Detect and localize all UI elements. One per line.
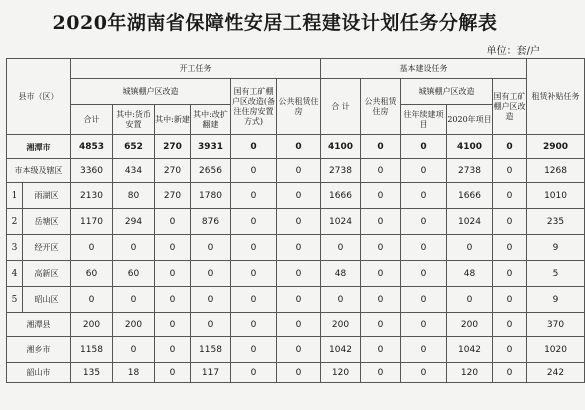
value-cell: 0: [231, 235, 277, 261]
value-cell: 0: [493, 337, 527, 363]
value-cell: 1158: [191, 337, 231, 363]
value-cell: 0: [191, 261, 231, 287]
value-cell: 200: [447, 313, 493, 337]
value-cell: 0: [277, 209, 321, 235]
value-cell: 242: [527, 363, 585, 383]
value-cell: 0: [401, 313, 447, 337]
value-cell: 0: [277, 183, 321, 209]
table-row: [7, 209, 585, 235]
region-name: 雨湖区: [23, 183, 71, 209]
value-cell: 2900: [527, 135, 585, 159]
value-cell: 0: [361, 363, 401, 383]
value-cell: 0: [277, 159, 321, 183]
value-cell: 0: [277, 363, 321, 383]
value-cell: 270: [155, 183, 191, 209]
header-region: 县市（区）: [7, 59, 71, 135]
value-cell: 0: [361, 287, 401, 313]
table-row: [7, 235, 585, 261]
value-cell: 9: [527, 287, 585, 313]
region-name: 市本级及辖区: [7, 159, 71, 183]
table-row: [7, 135, 585, 159]
header-basic-mine: 国有工矿棚户区改造: [493, 79, 527, 135]
value-cell: 0: [231, 313, 277, 337]
value-cell: 0: [321, 235, 361, 261]
value-cell: 3360: [71, 159, 113, 183]
header-basic: 基本建设任务: [321, 59, 527, 79]
value-cell: 0: [113, 287, 155, 313]
value-cell: 0: [361, 235, 401, 261]
value-cell: 135: [71, 363, 113, 383]
value-cell: 1020: [527, 337, 585, 363]
value-cell: 200: [321, 313, 361, 337]
value-cell: 0: [401, 135, 447, 159]
value-cell: 0: [401, 235, 447, 261]
value-cell: 0: [231, 287, 277, 313]
row-index: 3: [7, 235, 23, 261]
header-start: 开工任务: [71, 59, 321, 79]
header-new-build: 其中:新建: [155, 105, 191, 135]
region-name: 昭山区: [23, 287, 71, 313]
value-cell: 0: [231, 261, 277, 287]
region-name: 湘潭市: [7, 135, 71, 159]
value-cell: 0: [493, 363, 527, 383]
value-cell: 235: [527, 209, 585, 235]
value-cell: 270: [155, 159, 191, 183]
value-cell: 0: [361, 183, 401, 209]
value-cell: 0: [493, 313, 527, 337]
value-cell: 0: [493, 209, 527, 235]
value-cell: 0: [447, 287, 493, 313]
value-cell: 2656: [191, 159, 231, 183]
value-cell: 2738: [321, 159, 361, 183]
value-cell: 1158: [71, 337, 113, 363]
row-index: 4: [7, 261, 23, 287]
value-cell: 0: [155, 209, 191, 235]
value-cell: 9: [527, 235, 585, 261]
table-body: [7, 135, 585, 383]
value-cell: 0: [361, 135, 401, 159]
header-total: 合计: [71, 105, 113, 135]
header-basic-public: 公共租赁住房: [361, 79, 401, 135]
value-cell: 434: [113, 159, 155, 183]
value-cell: 0: [155, 235, 191, 261]
value-cell: 876: [191, 209, 231, 235]
value-cell: 0: [191, 287, 231, 313]
value-cell: 48: [447, 261, 493, 287]
value-cell: 0: [493, 235, 527, 261]
value-cell: 4853: [71, 135, 113, 159]
value-cell: 0: [447, 235, 493, 261]
value-cell: 0: [277, 287, 321, 313]
value-cell: 0: [71, 235, 113, 261]
value-cell: 0: [113, 337, 155, 363]
value-cell: 0: [231, 135, 277, 159]
value-cell: 3931: [191, 135, 231, 159]
value-cell: 4100: [321, 135, 361, 159]
value-cell: 0: [493, 287, 527, 313]
table-row: [7, 287, 585, 313]
value-cell: 0: [361, 261, 401, 287]
value-cell: 0: [277, 313, 321, 337]
value-cell: 120: [447, 363, 493, 383]
value-cell: 0: [231, 183, 277, 209]
value-cell: 0: [231, 209, 277, 235]
value-cell: 0: [493, 261, 527, 287]
value-cell: 0: [401, 363, 447, 383]
header-subsidy: 租赁补贴任务: [527, 59, 585, 135]
value-cell: 0: [155, 261, 191, 287]
value-cell: 0: [231, 363, 277, 383]
value-cell: 0: [277, 235, 321, 261]
header-basic-2020: 2020年项目: [447, 105, 493, 135]
task-table: [6, 58, 585, 383]
value-cell: 294: [113, 209, 155, 235]
value-cell: 200: [71, 313, 113, 337]
header-currency: 其中:货币安置: [113, 105, 155, 135]
table-row: [7, 363, 585, 383]
value-cell: 1780: [191, 183, 231, 209]
value-cell: 48: [321, 261, 361, 287]
value-cell: 1010: [527, 183, 585, 209]
value-cell: 0: [277, 135, 321, 159]
row-index: 2: [7, 209, 23, 235]
value-cell: 0: [155, 287, 191, 313]
value-cell: 0: [155, 337, 191, 363]
value-cell: 1042: [447, 337, 493, 363]
table-row: [7, 313, 585, 337]
value-cell: 1024: [447, 209, 493, 235]
value-cell: 1268: [527, 159, 585, 183]
value-cell: 0: [191, 313, 231, 337]
region-name: 岳塘区: [23, 209, 71, 235]
value-cell: 0: [277, 337, 321, 363]
value-cell: 120: [321, 363, 361, 383]
value-cell: 0: [401, 159, 447, 183]
document-title: 2020年湖南省保障性安居工程建设计划任务分解表: [52, 12, 498, 34]
value-cell: 0: [155, 313, 191, 337]
region-name: 湘乡市: [7, 337, 71, 363]
value-cell: 0: [361, 313, 401, 337]
value-cell: 4100: [447, 135, 493, 159]
value-cell: 0: [361, 337, 401, 363]
value-cell: 0: [493, 183, 527, 209]
value-cell: 270: [155, 135, 191, 159]
value-cell: 0: [231, 337, 277, 363]
header-shantytown: 城镇棚户区改造: [71, 79, 231, 105]
row-index: 5: [7, 287, 23, 313]
header-basic-shanty: 城镇棚户区改造: [401, 79, 493, 105]
value-cell: 200: [113, 313, 155, 337]
value-cell: 0: [71, 287, 113, 313]
table-row: [7, 159, 585, 183]
value-cell: 0: [321, 287, 361, 313]
value-cell: 0: [401, 337, 447, 363]
value-cell: 1024: [321, 209, 361, 235]
value-cell: 80: [113, 183, 155, 209]
header-basic-prev: 往年续建项目: [401, 105, 447, 135]
value-cell: 0: [401, 287, 447, 313]
header-renovate: 其中:改扩翻建: [191, 105, 231, 135]
table-row: [7, 261, 585, 287]
region-name: 韶山市: [7, 363, 71, 383]
value-cell: 1170: [71, 209, 113, 235]
value-cell: 0: [361, 209, 401, 235]
header-basic-total: 合 计: [321, 79, 361, 135]
region-name: 湘潭县: [7, 313, 71, 337]
value-cell: 117: [191, 363, 231, 383]
value-cell: 0: [401, 261, 447, 287]
value-cell: 18: [113, 363, 155, 383]
value-cell: 0: [493, 135, 527, 159]
value-cell: 60: [71, 261, 113, 287]
row-index: 1: [7, 183, 23, 209]
value-cell: 0: [401, 209, 447, 235]
value-cell: 2130: [71, 183, 113, 209]
value-cell: 0: [113, 235, 155, 261]
value-cell: 1666: [447, 183, 493, 209]
header-public-rental: 公共租赁住房: [277, 79, 321, 135]
table-row: [7, 337, 585, 363]
header-state-mine: 国有工矿棚户区改造(备注住房安置方式): [231, 79, 277, 135]
value-cell: 0: [231, 159, 277, 183]
value-cell: 0: [155, 363, 191, 383]
region-name: 经开区: [23, 235, 71, 261]
value-cell: 0: [361, 159, 401, 183]
value-cell: 1666: [321, 183, 361, 209]
value-cell: 370: [527, 313, 585, 337]
region-name: 高新区: [23, 261, 71, 287]
value-cell: 60: [113, 261, 155, 287]
value-cell: 0: [191, 235, 231, 261]
value-cell: 1042: [321, 337, 361, 363]
table-row: [7, 183, 585, 209]
value-cell: 0: [277, 261, 321, 287]
value-cell: 5: [527, 261, 585, 287]
value-cell: 2738: [447, 159, 493, 183]
unit-label: 单位：套/户: [486, 46, 540, 57]
value-cell: 0: [401, 183, 447, 209]
value-cell: 652: [113, 135, 155, 159]
value-cell: 0: [493, 159, 527, 183]
